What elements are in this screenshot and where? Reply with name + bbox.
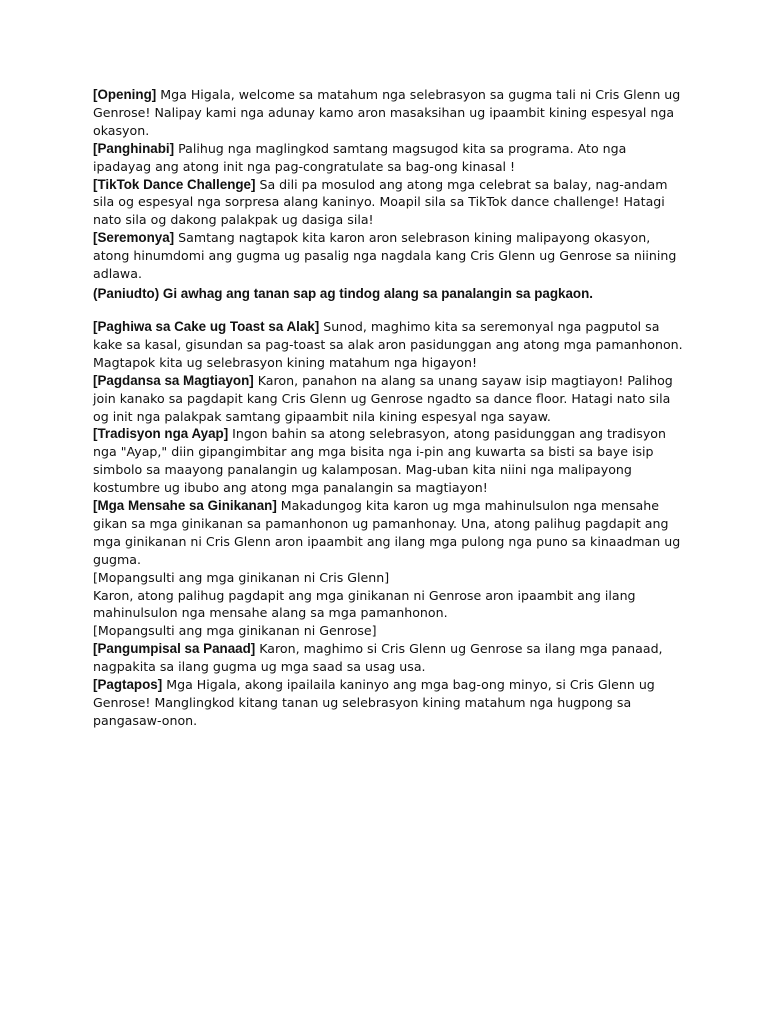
section-seremonya	[93, 229, 683, 283]
section-tradisyon-nga-ayap	[93, 425, 683, 497]
blank-line	[93, 304, 683, 318]
section-text: Makadungog kita karon ug mga mahinulsulon nga mensahe gikan sa mga ginikanan sa pamanhonon ug pamanhonay. Una, atong palihug pagdapit ang mga ginikanan ni Cris Glenn aron ipaambit ang ilang mga pulong nga puno sa kinaadman ug gugma.	[93, 498, 681, 567]
section-pangumpisal-sa-panaad	[93, 640, 683, 676]
section-heading: [TikTok Dance Challenge]	[93, 176, 256, 192]
section-paghiwa-sa-cake	[93, 318, 683, 372]
section-tiktok-dance-challenge	[93, 176, 683, 230]
section-text: Samtang nagtapok kita karon aron selebrason kining malipayong okasyon, atong hinumdomi ang gugma ug pasalig nga nagdala kang Cris Glenn ug Genrose sa niining adlawa.	[93, 230, 677, 282]
document-page	[93, 86, 683, 730]
section-text: Mga Higala, akong ipailaila kaninyo ang mga bag-ong minyo, si Cris Glenn ug Genrose! Manglingkod kitang tanan ug selebrasyon kining matahum nga hugpong sa pangasaw-onon.	[93, 677, 655, 728]
stage-direction: [Mopangsulti ang mga ginikanan ni Genrose]	[93, 623, 377, 639]
section-heading: [Seremonya]	[93, 230, 175, 246]
section-pagdansa-sa-magtiayon	[93, 372, 683, 426]
section-text: Karon, panahon na alang sa unang sayaw isip magtiayon! Palihog join kanako sa pagdapit kang Cris Glenn ug Genrose ngadto sa dance floor. Hatagi nato sila og init nga palakpak samtang gipaambit nila kining espesyal nga sayaw.	[93, 372, 673, 424]
section-mga-mensahe-sa-ginikanan	[93, 497, 683, 569]
section-text: Karon, maghimo si Cris Glenn ug Genrose sa ilang mga panaad, nagpakita sa ilang gugma ug mga saad sa usag usa.	[93, 641, 663, 675]
section-heading: [Paghiwa sa Cake ug Toast sa Alak]	[93, 318, 320, 334]
section-heading: [Pagtapos]	[93, 677, 163, 693]
section-heading: [Pangumpisal sa Panaad]	[93, 641, 256, 657]
stage-direction: [Mopangsulti ang mga ginikanan ni Cris Glenn]	[93, 569, 390, 585]
section-text: Palihug nga maglingkod samtang magsugod kita sa programa. Ato nga ipadayag ang atong init nga pag-congratulate sa bag-ong kinasal !	[93, 140, 627, 174]
section-panghinabi	[93, 140, 683, 176]
section-text: Sa dili pa mosulod ang atong mga celebrat sa balay, nag-andam sila og espesyal nga sorpresa alang kaninyo. Moapil sila sa TikTok dance challenge! Hatagi nato sila og dakong palakpak ug dasiga sila!	[93, 176, 668, 228]
section-text: Mga Higala, welcome sa matahum nga selebrasyon sa gugma tali ni Cris Glenn ug Genrose! Nalipay kami nga adunay kamo aron masaksihan ug ipaambit kining espesyal nga okasyon.	[93, 87, 681, 138]
section-text: Ingon bahin sa atong selebrasyon, atong pasidunggan ang tradisyon nga "Ayap," diin gipangimbitar ang mga bisita nga i-pin ang kuwarta sa bisti sa baye isip simbolo sa maayong panalangin ug kalamposan. Mag-uban kita niini nga malipayong kostumbre ug ibubo ang atong mga panalangin sa magtiayon!	[93, 426, 666, 496]
section-text: Sunod, maghimo kita sa seremonyal nga pagputol sa kake sa kasal, gisundan sa pag-toast sa alak aron pasidunggan ang atong mga pamanhonon. Magtapok kita ug selebrasyon kining matahum nga higayon!	[93, 318, 683, 370]
section-opening	[93, 86, 683, 140]
section-heading: [Mga Mensahe sa Ginikanan]	[93, 498, 277, 514]
section-pagtapos	[93, 676, 683, 730]
paniudto-line: (Paniudto) Gi awhag ang tanan sap ag tindog alang sa panalangin sa pagkaon.	[93, 285, 593, 301]
section-heading: [Pagdansa sa Magtiayon]	[93, 372, 254, 388]
section-text-continued: Karon, atong palihug pagdapit ang mga ginikanan ni Genrose aron ipaambit ang ilang mahinulsulon nga mensahe alang sa mga pamanhonon.	[93, 587, 636, 621]
section-heading: [Panghinabi]	[93, 140, 175, 156]
section-heading: [Opening]	[93, 87, 157, 102]
section-heading: [Tradisyon nga Ayap]	[93, 426, 229, 442]
